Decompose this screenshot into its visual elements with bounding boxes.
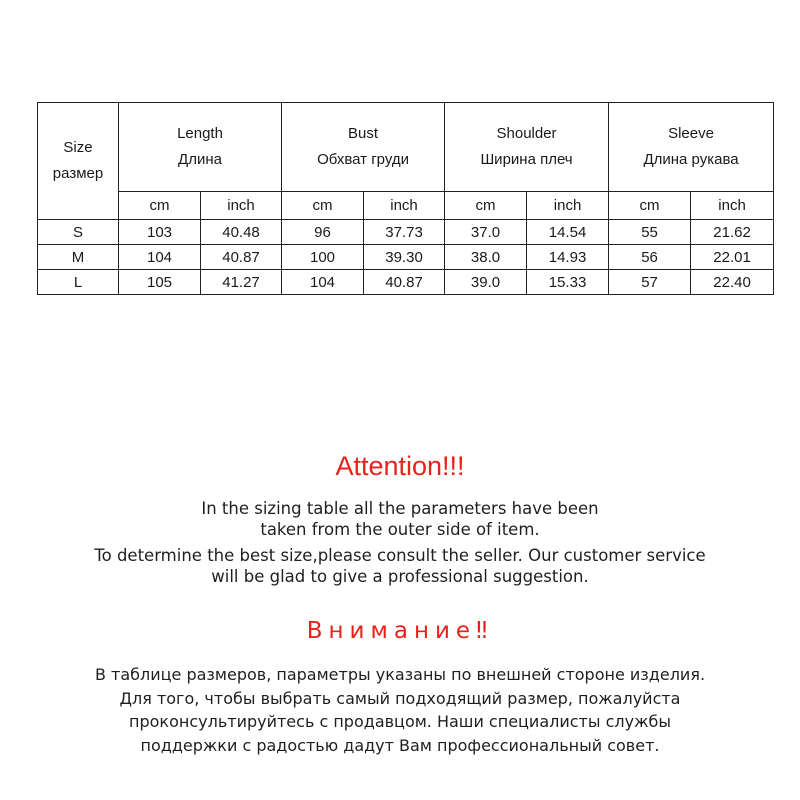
sizing-note-en <box>0 498 800 540</box>
size-chart-table <box>37 102 774 295</box>
unit-cell: inch <box>527 192 609 220</box>
size-header-ru: размер <box>52 165 104 182</box>
table-header-row <box>38 103 774 192</box>
consult-note-en-line: will be glad to give a professional suggestion. <box>211 567 589 586</box>
attention-heading-en: Attention!!! <box>335 451 465 481</box>
table-cell: 38.0 <box>445 245 527 270</box>
table-cell: 14.93 <box>527 245 609 270</box>
length-header-ru: Длина <box>178 151 222 168</box>
bust-header <box>282 103 445 192</box>
table-cell: 21.62 <box>691 220 774 245</box>
table-cell: 14.54 <box>527 220 609 245</box>
table-cell: 103 <box>119 220 201 245</box>
notice-ru-line: Для того, чтобы выбрать самый подходящий размер, пожалуйста <box>119 688 681 708</box>
consult-note-en-line: To determine the best size,please consult the seller. Our customer service <box>94 546 706 565</box>
table-cell: 56 <box>609 245 691 270</box>
consult-note-en <box>0 545 800 587</box>
sleeve-header-ru: Длина рукава <box>643 151 739 168</box>
table-cell: 37.73 <box>364 220 445 245</box>
unit-cell: inch <box>201 192 282 220</box>
table-cell: 37.0 <box>445 220 527 245</box>
bust-header-en: Bust <box>348 125 379 142</box>
table-cell: 22.40 <box>691 270 774 295</box>
table-cell: 39.30 <box>364 245 445 270</box>
unit-cell: cm <box>445 192 527 220</box>
bust-header-ru: Обхват груди <box>317 151 409 168</box>
table-cell: 100 <box>282 245 364 270</box>
unit-cell: inch <box>364 192 445 220</box>
table-cell: 40.87 <box>201 245 282 270</box>
table-cell: 57 <box>609 270 691 295</box>
table-cell: 55 <box>609 220 691 245</box>
shoulder-header-ru: Ширина плеч <box>480 151 573 168</box>
size-label-cell: L <box>38 270 119 295</box>
unit-cell: cm <box>119 192 201 220</box>
table-cell: 22.01 <box>691 245 774 270</box>
table-cell: 96 <box>282 220 364 245</box>
table-cell: 40.87 <box>364 270 445 295</box>
notice-ru-line: поддержки с радостью дадут Вам профессиональный совет. <box>140 735 660 755</box>
table-cell: 39.0 <box>445 270 527 295</box>
unit-cell: cm <box>282 192 364 220</box>
attention-heading-ru: Внимание‼ <box>306 618 494 644</box>
sleeve-header-en: Sleeve <box>668 125 714 142</box>
table-cell: 15.33 <box>527 270 609 295</box>
table-cell: 105 <box>119 270 201 295</box>
unit-cell: inch <box>691 192 774 220</box>
sizing-note-en-line: taken from the outer side of item. <box>260 520 540 539</box>
size-column-header <box>38 103 119 220</box>
shoulder-header <box>445 103 609 192</box>
size-label-cell: M <box>38 245 119 270</box>
table-row <box>38 270 774 295</box>
table-row <box>38 245 774 270</box>
notice-ru-line: В таблице размеров, параметры указаны по внешней стороне изделия. <box>94 665 706 684</box>
table-cell: 104 <box>282 270 364 295</box>
length-header <box>119 103 282 192</box>
unit-cell: cm <box>609 192 691 220</box>
notice-ru-line: проконсультируйтесь с продавцом. Наши специалисты службы <box>129 712 671 731</box>
sleeve-header <box>609 103 774 192</box>
sizing-note-en-line: In the sizing table all the parameters have been <box>201 499 599 518</box>
length-header-en: Length <box>177 125 223 142</box>
table-cell: 41.27 <box>201 270 282 295</box>
table-cell: 104 <box>119 245 201 270</box>
notice-ru <box>0 663 800 757</box>
size-header-en: Size <box>63 139 93 156</box>
table-unit-row <box>38 192 774 220</box>
shoulder-header-en: Shoulder <box>496 125 557 142</box>
size-label-cell: S <box>38 220 119 245</box>
table-row <box>38 220 774 245</box>
table-cell: 40.48 <box>201 220 282 245</box>
